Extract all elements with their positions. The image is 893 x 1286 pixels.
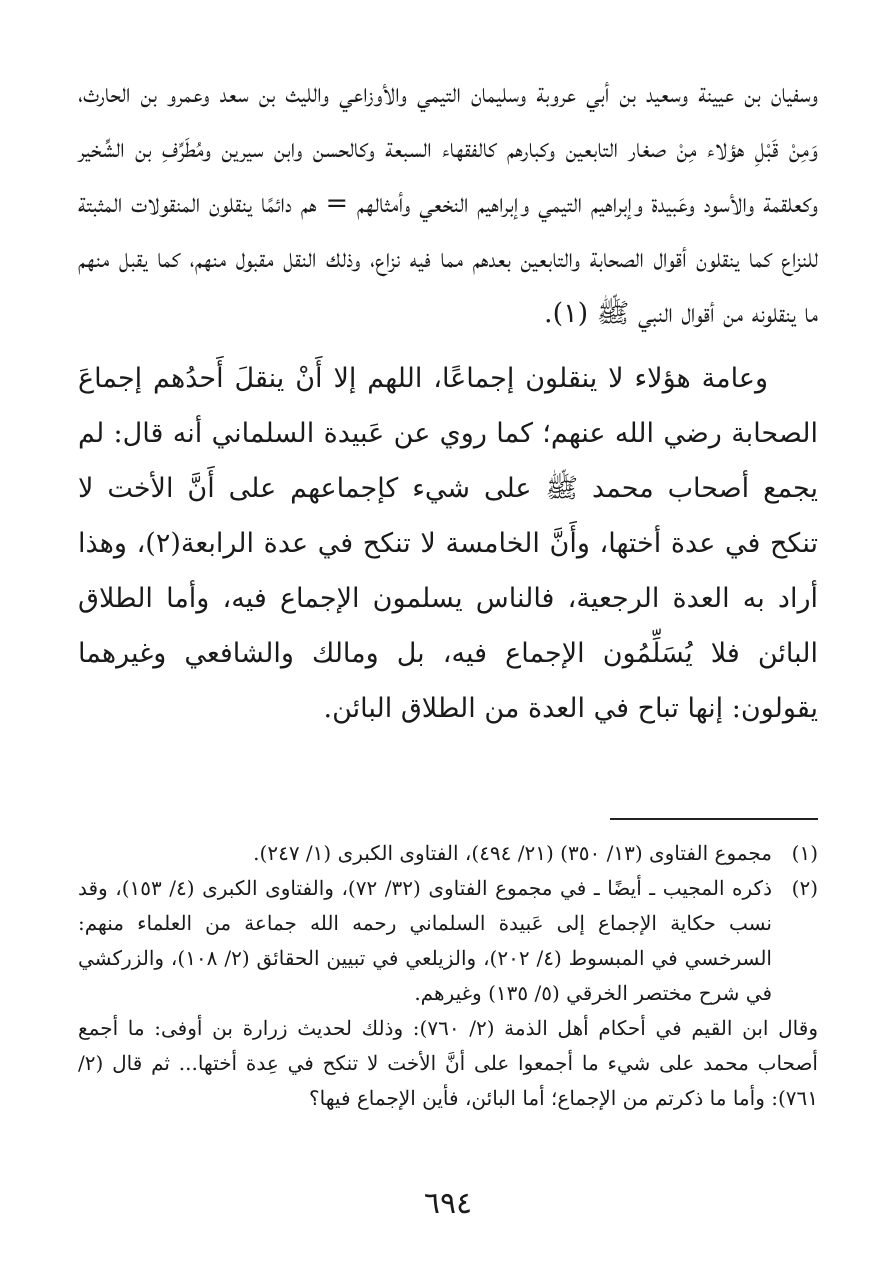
main-paragraph-2: وعامة هؤلاء لا ينقلون إجماعًا، اللهم إلا أَنْ ينقلَ أَحدُهم إجماعَ الصحابة رضي الله عنهم؛ كما روي عن عَبيدة السلماني أنه قال: لم يجمع أصحاب محمد ﷺ على شيء كإجماعهم على أَنَّ الأخت لا تنكح في عدة أختها، وأَنَّ الخامسة لا تنكح في عدة الرابعة(٢)، وهذا أراد به العدة الرجعية، فالناس يسلمون الإجماع فيه، وأما الطلاق البائن فلا يُسَلِّمُون الإجماع فيه، بل ومالك والشافعي وغيرهما يقولون: إنها تباح في العدة من الطلاق البائن. <box>78 363 818 724</box>
footnotes <box>78 836 818 1116</box>
main-paragraph-1: وسفيان بن عيينة وسعيد بن أبي عروبة وسليمان التيمي والأوزاعي والليث بن سعد وعمرو بن الحارث، وَمِنْ قَبْلِ هؤلاء مِنْ صغار التابعين وكبارهم كالفقهاء السبعة وكالحسن وابن سيرين ومُطَرِّفِ بن الشِّخير وكعلقمة والأسود وعَبيدة وإبراهيم التيمي وإبراهيم النخعي وأمثالهم = هم دائمًا ينقلون المنقولات المثبتة للنزاع كما ينقلون أقوال الصحابة والتابعين بعدهم مما فيه نزاع، وذلك النقل مقبول منهم، كما يقبل منهم ما ينقلونه من أقوال النبي ﷺ (١). <box>78 78 818 329</box>
footnote-1 <box>78 836 818 871</box>
footnote-2-continuation: وقال ابن القيم في أحكام أهل الذمة (٢/ ٧٦٠): وذلك لحديث زرارة بن أوفى: ما أجمع أصحاب محمد على شيء ما أجمعوا على أنَّ الأخت لا تنكح في عِدة أختها... ثم قال (٢/ ٧٦١): وأما ما ذكرتم من الإجماع؛ أما البائن، فأين الإجماع فيها؟ <box>78 1016 818 1110</box>
page-number: ٦٩٤ <box>423 1186 473 1221</box>
footnote-1-text: مجموع الفتاوى (١٣/ ٣٥٠) (٢١/ ٤٩٤)، الفتاوى الكبرى (١/ ٢٤٧). <box>253 841 772 865</box>
footnote-divider <box>610 818 818 820</box>
main-text <box>78 66 818 736</box>
book-page <box>78 0 818 1286</box>
footnote-2 <box>78 871 818 1011</box>
footnote-2-number: (٢) <box>791 876 818 900</box>
footnote-2-text: ذكره المجيب ـ أيضًا ـ في مجموع الفتاوى (٣٢/ ٧٢)، والفتاوى الكبرى (٤/ ١٥٣)، وقد نسب حكاية الإجماع إلى عَبيدة السلماني رحمه الله جماعة من العلماء منهم: السرخسي في المبسوط (٤/ ٢٠٢)، والزيلعي في تبيين الحقائق (٢/ ١٠٨)، والزركشي في شرح مختصر الخرقي (٥/ ١٣٥) وغيرهم. <box>78 876 772 1005</box>
footnote-1-number: (١) <box>791 841 818 865</box>
